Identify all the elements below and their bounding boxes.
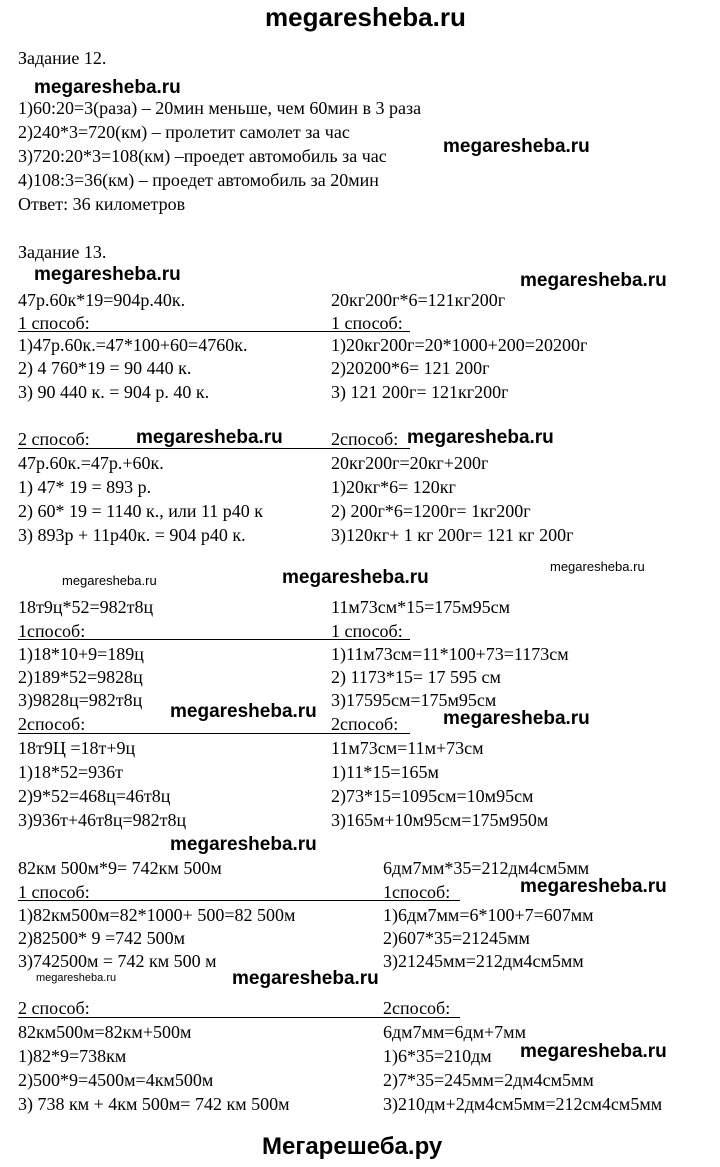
block3-right-expression: 6дм7мм*35=212дм4см5мм — [383, 858, 590, 878]
block2-left-step: 3)936т+46т8ц=982т8ц — [18, 810, 187, 830]
block2-right-method2-label: 2способ: — [331, 714, 399, 734]
watermark: megaresheba.ru — [520, 876, 667, 897]
watermark: megaresheba.ru — [407, 427, 554, 448]
header-site-title: megaresheba.ru — [265, 2, 466, 32]
watermark: megaresheba.ru — [170, 834, 317, 855]
block3-left-step: 82км500м=82км+500м — [18, 1022, 192, 1042]
block1-right-step: 1)20кг200г=20*1000+200=20200г — [331, 335, 588, 355]
separator-rule — [18, 331, 410, 332]
block2-left-step: 18т9Ц =18т+9ц — [18, 738, 136, 758]
block2-right-step: 3)17595см=175м95см — [331, 690, 497, 710]
block2-left-step: 1)18*10+9=189ц — [18, 644, 144, 664]
block3-left-expression: 82км 500м*9= 742км 500м — [18, 858, 222, 878]
block1-right-method1-label: 1 способ: — [331, 313, 403, 333]
block1-right-expression: 20кг200г*6=121кг200г — [331, 290, 506, 310]
block2-left-step: 1)18*52=936т — [18, 762, 124, 782]
block1-right-method2-label: 2способ: — [331, 429, 399, 449]
task12-title: Задание 12. — [18, 48, 107, 68]
watermark: megaresheba.ru — [62, 573, 157, 588]
block2-right-step: 1)11*15=165м — [331, 762, 439, 782]
separator-rule — [18, 900, 460, 901]
watermark: megaresheba.ru — [282, 567, 429, 588]
block2-right-method1-label: 1 способ: — [331, 621, 403, 641]
block1-left-expression: 47р.60к*19=904р.40к. — [18, 290, 186, 310]
block1-right-step: 1)20кг*6= 120кг — [331, 477, 456, 497]
block2-right-expression: 11м73см*15=175м95см — [331, 597, 511, 617]
task12-line: 1)60:20=3(раза) – 20мин меньше, чем 60мин в 3 раза — [18, 98, 422, 118]
block3-right-step: 3)21245мм=212дм4см5мм — [383, 951, 584, 971]
separator-rule — [18, 448, 410, 449]
watermark: megaresheba.ru — [36, 972, 117, 984]
block2-left-method2-label: 2способ: — [18, 714, 86, 734]
block3-left-step: 1)82*9=738км — [18, 1046, 127, 1066]
block1-left-method2-label: 2 способ: — [18, 429, 90, 449]
task12-line: 2)240*3=720(км) – пролетит самолет за час — [18, 122, 350, 142]
watermark: megaresheba.ru — [550, 559, 645, 574]
block3-left-step: 3)742500м = 742 км 500 м — [18, 951, 217, 971]
block3-right-step: 2)607*35=21245мм — [383, 928, 530, 948]
watermark: megaresheba.ru — [520, 270, 667, 291]
block2-right-step: 2)73*15=1095см=10м95см — [331, 786, 534, 806]
block1-right-step: 2)20200*6= 121 200г — [331, 358, 490, 378]
watermark: megaresheba.ru — [136, 427, 283, 448]
block3-right-step: 3)210дм+2дм4см5мм=212см4см5мм — [383, 1094, 663, 1114]
block3-left-step: 1)82км500м=82*1000+ 500=82 500м — [18, 905, 296, 925]
watermark: megaresheba.ru — [170, 701, 317, 722]
block3-right-method1-label: 1способ: — [383, 882, 451, 902]
block3-left-step: 2)82500* 9 =742 500м — [18, 928, 186, 948]
block2-right-step: 2) 1173*15= 17 595 см — [331, 667, 501, 687]
block1-left-step: 3) 893р + 11р40к. = 904 р40 к. — [18, 525, 246, 545]
watermark: megaresheba.ru — [34, 77, 181, 98]
block1-left-step: 2) 4 760*19 = 90 440 к. — [18, 358, 192, 378]
task12-answer: Ответ: 36 километров — [18, 194, 186, 214]
task12-line: 3)720:20*3=108(км) –проедет автомобиль за час — [18, 146, 387, 166]
block1-left-method1-label: 1 способ: — [18, 313, 90, 333]
block3-right-step: 1)6дм7мм=6*100+7=607мм — [383, 905, 594, 925]
block3-left-method1-label: 1 способ: — [18, 882, 90, 902]
watermark: megaresheba.ru — [443, 708, 590, 729]
separator-rule — [18, 639, 410, 640]
block1-left-step: 1)47р.60к.=47*100+60=4760к. — [18, 335, 248, 355]
block1-left-step: 3) 90 440 к. = 904 р. 40 к. — [18, 382, 210, 402]
block1-left-step: 2) 60* 19 = 1140 к., или 11 р40 к — [18, 501, 264, 521]
block2-left-step: 2)9*52=468ц=46т8ц — [18, 786, 171, 806]
separator-rule — [18, 733, 410, 734]
block2-right-step: 3)165м+10м95см=175м950м — [331, 810, 549, 830]
block1-right-step: 2) 200г*6=1200г= 1кг200г — [331, 501, 531, 521]
block2-left-step: 2)189*52=9828ц — [18, 667, 143, 687]
footer-site-title: Мегарешеба.ру — [262, 1133, 443, 1160]
block3-left-step: 3) 738 км + 4км 500м= 742 км 500м — [18, 1094, 290, 1114]
block1-right-step: 3)120кг+ 1 кг 200г= 121 кг 200г — [331, 525, 574, 545]
task12-line: 4)108:3=36(км) – проедет автомобиль за 20мин — [18, 170, 379, 190]
block3-left-step: 2)500*9=4500м=4км500м — [18, 1070, 214, 1090]
watermark: megaresheba.ru — [443, 136, 590, 157]
block2-left-expression: 18т9ц*52=982т8ц — [18, 597, 154, 617]
watermark: megaresheba.ru — [34, 264, 181, 285]
block2-right-step: 11м73см=11м+73см — [331, 738, 484, 758]
block3-right-step: 2)7*35=245мм=2дм4см5мм — [383, 1070, 594, 1090]
block3-right-step: 6дм7мм=6дм+7мм — [383, 1022, 526, 1042]
block2-left-step: 3)9828ц=982т8ц — [18, 690, 143, 710]
block2-left-method1-label: 1способ: — [18, 621, 86, 641]
block2-right-step: 1)11м73см=11*100+73=1173см — [331, 644, 569, 664]
block3-left-method2-label: 2 способ: — [18, 998, 90, 1018]
task13-title: Задание 13. — [18, 242, 107, 262]
block3-right-step: 1)6*35=210дм — [383, 1046, 492, 1066]
separator-rule — [18, 1017, 460, 1018]
block1-right-step: 3) 121 200г= 121кг200г — [331, 382, 509, 402]
watermark: megaresheba.ru — [520, 1041, 667, 1062]
block3-right-method2-label: 2способ: — [383, 998, 451, 1018]
block1-right-step: 20кг200г=20кг+200г — [331, 453, 489, 473]
watermark: megaresheba.ru — [232, 968, 379, 989]
block1-left-step: 1) 47* 19 = 893 р. — [18, 477, 152, 497]
block1-left-step: 47р.60к.=47р.+60к. — [18, 453, 164, 473]
